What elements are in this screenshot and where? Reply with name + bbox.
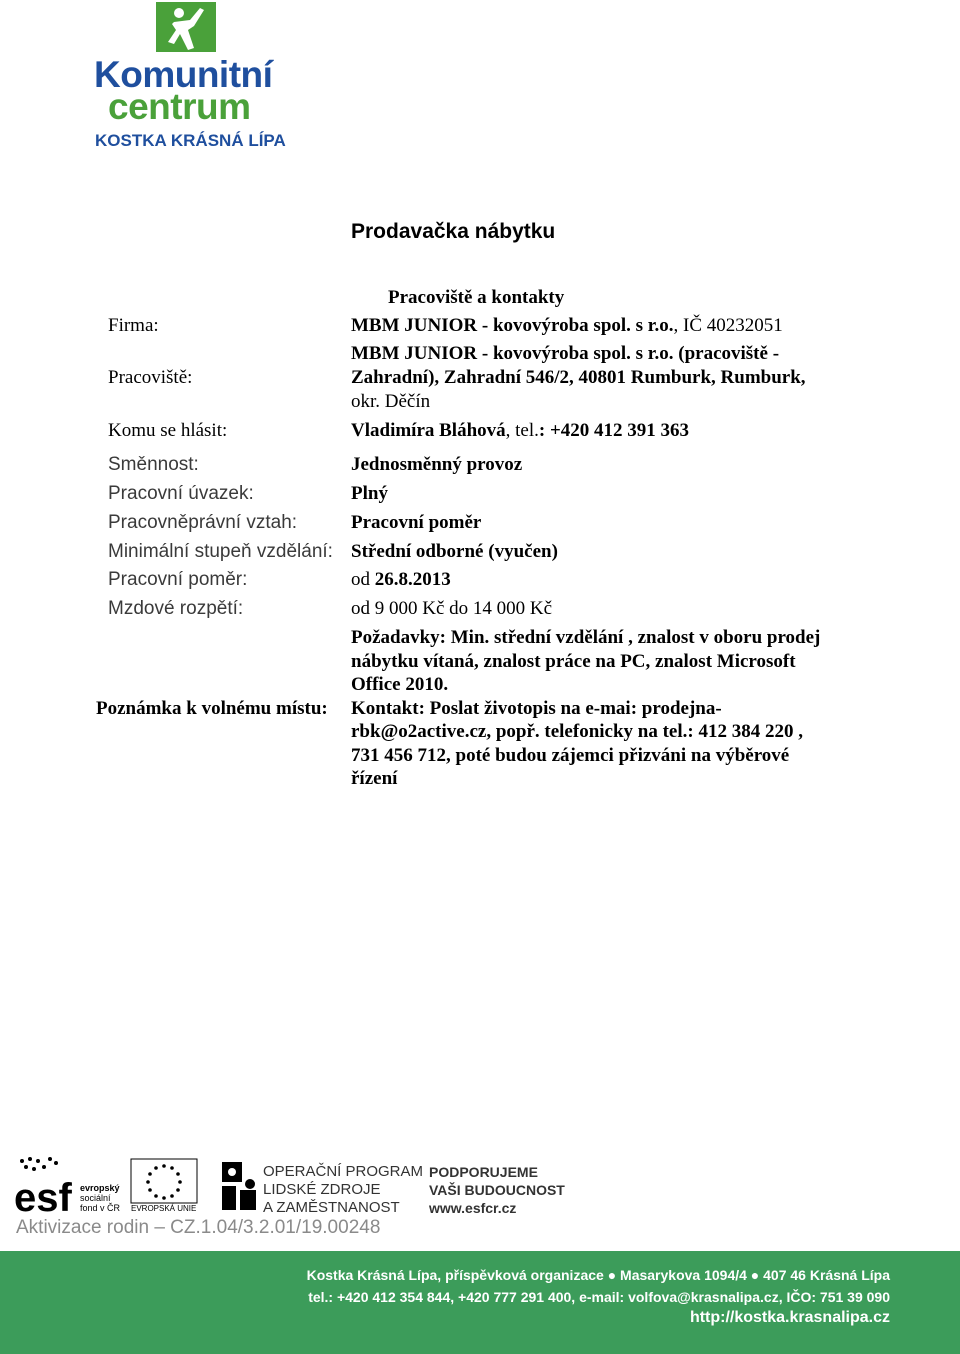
job-title: Prodavačka nábytku (351, 220, 556, 243)
pomer-prefix: od (351, 569, 375, 590)
firma-ic: , IČ 40232051 (673, 315, 783, 336)
firma-label: Firma: (108, 315, 159, 336)
firma-value (351, 314, 783, 338)
support-url: www.esfcr.cz (429, 1200, 517, 1216)
project-id: Aktivizace rodin – CZ.1.04/3.2.01/19.00248 (16, 1217, 381, 1238)
esf-line: sociální (80, 1193, 111, 1203)
smennost-value: Jednosměnný provoz (351, 454, 523, 475)
pracoviste-line-3: okr. Děčín (351, 391, 431, 412)
mzda-value: od 9 000 Kč do 14 000 Kč (351, 598, 553, 619)
pracoviste-label: Pracoviště: (108, 367, 193, 388)
footer-contacts: tel.: +420 412 354 844, +420 777 291 400, e-mail: volfova@krasnalipa.cz, IČO: 751 39 090 (308, 1289, 890, 1305)
esf-text (80, 1183, 120, 1213)
poznamka-line: řízení (351, 768, 398, 789)
logo-text-komunitni: Komunitní (94, 54, 273, 95)
esf-line: evropský (80, 1183, 120, 1193)
pomer-date: 26.8.2013 (374, 569, 451, 590)
poznamka-line: nábytku vítaná, znalost práce na PC, znalost Microsoft (351, 651, 796, 672)
pomer-label: Pracovní poměr: (108, 569, 248, 590)
komu-phone: : +420 412 391 363 (538, 420, 690, 441)
pomer-value (351, 568, 451, 592)
eu-label: EVROPSKÁ UNIE (131, 1204, 197, 1213)
poznamka-label: Poznámka k volnému místu: (96, 698, 328, 719)
support-line: VAŠI BUDOUCNOST (429, 1182, 565, 1198)
logo-text-kostka: KOSTKA KRÁSNÁ LÍPA (95, 131, 286, 150)
footer-address: Kostka Krásná Lípa, příspěvková organizace ● Masarykova 1094/4 ● 407 46 Krásná Lípa (306, 1267, 890, 1283)
op-line: LIDSKÉ ZDROJE (263, 1181, 381, 1198)
poznamka-line: Kontakt: Poslat životopis na e-mai: prodejna- (351, 698, 722, 719)
mzda-label: Mzdové rozpětí: (108, 598, 244, 619)
pracoviste-line-1: MBM JUNIOR - kovovýroba spol. s r.o. (pracoviště - (351, 343, 780, 364)
komu-name: Vladimíra Bláhová (351, 420, 506, 441)
esf-line: fond v ČR (80, 1203, 121, 1213)
vztah-label: Pracovněprávní vztah: (108, 512, 298, 533)
poznamka-line: Office 2010. (351, 674, 449, 695)
op-program-icon (220, 1160, 258, 1212)
vztah-value: Pracovní poměr (351, 512, 482, 533)
uvazek-label: Pracovní úvazek: (108, 483, 254, 504)
vzdelani-value: Střední odborné (vyučen) (351, 541, 558, 562)
section-heading: Pracoviště a kontakty (388, 287, 565, 308)
uvazek-value: Plný (351, 483, 388, 504)
op-line: OPERAČNÍ PROGRAM (263, 1163, 424, 1180)
komu-value (351, 419, 689, 443)
footer-url-link[interactable]: http://kostka.krasnalipa.cz (689, 1309, 890, 1326)
svg-text:esf: esf (14, 1176, 72, 1217)
footer-band (0, 1251, 960, 1354)
logo-text-centrum: centrum (108, 86, 251, 127)
support-line: PODPORUJEME (429, 1164, 538, 1180)
support-text (429, 1163, 565, 1217)
vzdelani-label: Minimální stupeň vzdělání: (108, 541, 333, 562)
op-text (263, 1163, 423, 1217)
pracoviste-line-2: Zahradní), Zahradní 546/2, 40801 Rumburk, Rumburk, (351, 367, 806, 388)
komu-label: Komu se hlásit: (108, 420, 228, 441)
komu-tel: , tel. (505, 420, 539, 441)
op-line: A ZAMĚSTNANOST (263, 1199, 400, 1216)
poznamka-line: rbk@o2active.cz, popř. telefonicky na tel.: 412 384 220 , (351, 721, 803, 742)
firma-name: MBM JUNIOR - kovovýroba spol. s r.o. (351, 315, 674, 336)
poznamka-line: 731 456 712, poté budou zájemci přizváni na výběrové (351, 745, 790, 766)
poznamka-line: Požadavky: Min. střední vzdělání , znalost v oboru prodej (351, 627, 821, 648)
smennost-label: Směnnost: (108, 454, 199, 475)
